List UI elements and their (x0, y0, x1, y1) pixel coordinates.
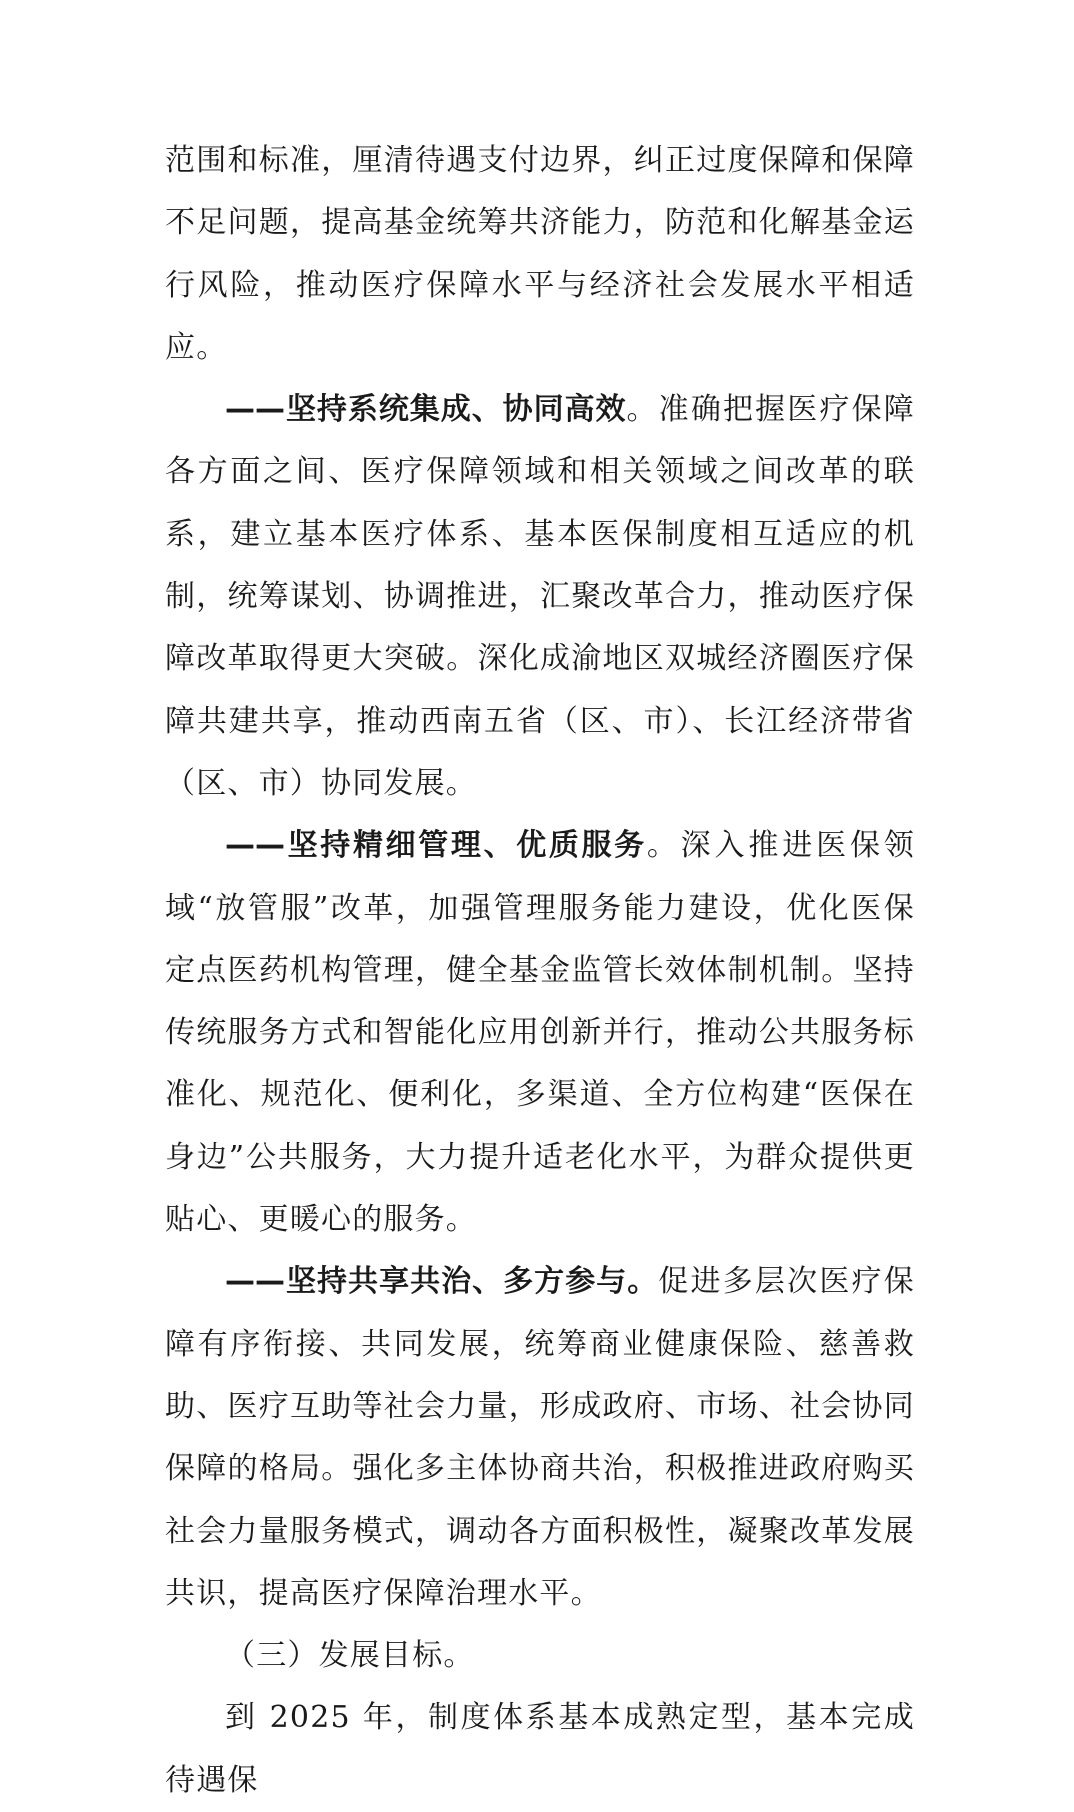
paragraph-final-text: 到 2025 年，制度体系基本成熟定型，基本完成待遇保 (165, 1700, 915, 1798)
document-page (165, 130, 915, 1812)
paragraph-4-lead: ——坚持共享共治、多方参与。 (225, 1264, 659, 1300)
section-heading-text: （三）发展目标。 (225, 1638, 475, 1674)
paragraph-4-text: 促进多层次医疗保障有序衔接、共同发展，统筹商业健康保险、慈善救助、医疗互助等社会力量，形成政府、市场、社会协同保障的格局。强化多主体协商共治，积极推进政府购买社会力量服务模式，调动各方面积极性，凝聚改革发展共识，提高医疗保障治理水平。 (165, 1264, 916, 1611)
paragraph-3-text: 。深入推进医保领域“放管服”改革，加强管理服务能力建设，优化医保定点医药机构管理，健全基金监管长效体制机制。坚持传统服务方式和智能化应用创新并行，推动公共服务标准化、规范化、便利化，多渠道、全方位构建“医保在身边”公共服务，大力提升适老化水平，为群众提供更贴心、更暖心的服务。 (165, 828, 915, 1238)
paragraph-3-lead: ——坚持精细管理、优质服务 (225, 828, 647, 864)
paragraph-4 (165, 1251, 915, 1625)
paragraph-2-lead: ——坚持系统集成、协同高效 (225, 392, 627, 428)
paragraph-2-text: 。准确把握医疗保障各方面之间、医疗保障领域和相关领域之间改革的联系，建立基本医疗体系、基本医保制度相互适应的机制，统筹谋划、协调推进，汇聚改革合力，推动医疗保障改革取得更大突破。深化成渝地区双城经济圈医疗保障共建共享，推动西南五省（区、市）、长江经济带省（区、市）协同发展。 (165, 392, 915, 801)
paragraph-2 (165, 379, 915, 815)
paragraph-3 (165, 815, 915, 1251)
paragraph-1-text: 范围和标准，厘清待遇支付边界，纠正过度保障和保障不足问题，提高基金统筹共济能力，防范和化解基金运行风险，推动医疗保障水平与经济社会发展水平相适应。 (165, 143, 915, 365)
paragraph-final (165, 1687, 915, 1812)
paragraph-1 (165, 130, 915, 379)
section-heading (165, 1625, 915, 1687)
